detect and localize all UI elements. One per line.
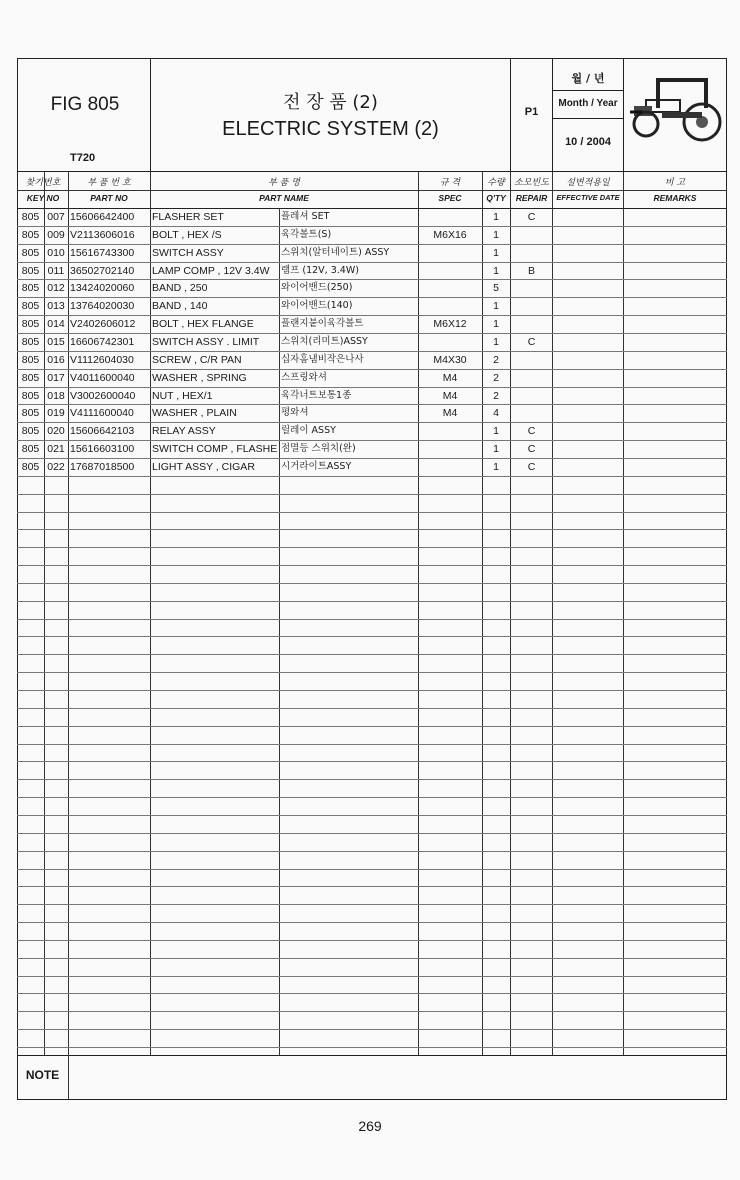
date-label-korean: 월 / 년 — [571, 72, 605, 85]
part-number-cell: 15616603100 — [70, 443, 135, 456]
part-name-en-cell: SCREW , C/R PAN — [152, 353, 242, 366]
part-number-cell: 17687018500 — [70, 460, 135, 473]
part-number-cell: V2402606012 — [70, 318, 136, 331]
repair-cell: C — [527, 211, 536, 223]
part-name-kr-cell: 플레셔 SET — [281, 211, 330, 222]
part-name-kr-cell: 평와셔 — [281, 407, 309, 419]
fig-cell: 805 — [21, 264, 40, 277]
qty-cell: 1 — [493, 228, 499, 241]
part-number-cell: V3002600040 — [70, 389, 136, 402]
fig-cell: 805 — [21, 353, 40, 366]
part-name-en-cell: LAMP COMP , 12V 3.4W — [152, 264, 270, 277]
col-repair-en: REPAIR — [515, 193, 548, 203]
key-cell: 014 — [47, 318, 65, 331]
part-name-en-cell: BAND , 250 — [152, 282, 208, 295]
part-name-kr-cell: 스프링와셔 — [281, 371, 327, 383]
part-name-en-cell: LIGHT ASSY , CIGAR — [152, 460, 255, 473]
qty-cell: 1 — [493, 300, 499, 313]
part-name-kr-cell: 육각볼트(S) — [281, 228, 332, 240]
key-cell: 007 — [47, 211, 65, 223]
fig-cell: 805 — [21, 246, 40, 259]
part-name-kr-cell: 십자홈냄비작은나사 — [281, 353, 364, 365]
title-english: ELECTRIC SYSTEM (2) — [222, 118, 439, 140]
part-number-cell: 15606642103 — [70, 425, 135, 438]
qty-cell: 1 — [493, 264, 499, 277]
key-cell: 010 — [47, 246, 65, 259]
qty-cell: 1 — [493, 318, 499, 331]
part-name-kr-cell: 와이어밴드(250) — [281, 282, 353, 294]
spec-cell: M4X30 — [433, 353, 467, 366]
part-name-kr-cell: 점멸등 스위치(완) — [281, 443, 356, 455]
part-name-kr-cell: 육각너트보통1종 — [281, 389, 352, 401]
col-date-kr: 설변적용일 — [566, 178, 610, 188]
fig-cell: 805 — [21, 318, 40, 331]
col-name-en: PART NAME — [259, 193, 309, 203]
key-cell: 019 — [47, 407, 65, 420]
part-name-en-cell: BOLT , HEX /S — [152, 228, 222, 241]
fig-cell: 805 — [21, 335, 40, 348]
spec-cell: M6X16 — [433, 228, 467, 241]
part-name-en-cell: WASHER , SPRING — [152, 371, 247, 384]
fig-cell: 805 — [21, 371, 40, 384]
part-number-cell: 13424020060 — [70, 282, 135, 295]
page-number: 269 — [358, 1118, 382, 1134]
qty-cell: 1 — [493, 246, 499, 259]
qty-cell: 1 — [493, 335, 499, 348]
qty-cell: 5 — [493, 282, 499, 295]
title-korean: 전 장 품 (2) — [283, 92, 378, 113]
col-remarks-kr: 비 고 — [664, 178, 686, 188]
spec-cell: M4 — [442, 389, 458, 402]
qty-cell: 2 — [493, 371, 499, 384]
key-cell: 011 — [47, 264, 65, 277]
fig-cell: 805 — [21, 228, 40, 241]
fig-cell: 805 — [21, 300, 40, 313]
col-remarks-en: REMARKS — [653, 193, 697, 203]
part-name-kr-cell: 스위치(알터네이트) ASSY — [281, 246, 390, 258]
part-number-cell: V2113606016 — [70, 228, 135, 241]
col-key-en: KEY NO — [26, 193, 60, 203]
qty-cell: 2 — [493, 389, 499, 402]
col-spec-kr: 규 격 — [439, 178, 461, 188]
fig-cell: 805 — [21, 460, 40, 473]
part-name-kr-cell: 플랜지붙이육각볼트 — [281, 318, 364, 330]
part-name-en-cell: SWITCH COMP , FLASHE — [152, 443, 278, 456]
key-cell: 016 — [47, 353, 65, 366]
repair-cell: C — [527, 425, 536, 438]
repair-cell: C — [527, 335, 536, 348]
col-key-kr: 찾기번호 — [25, 178, 61, 188]
date-label-english: Month / Year — [558, 98, 618, 109]
part-number-cell: 15616743300 — [70, 246, 135, 259]
part-name-kr-cell: 릴레이 ASSY — [281, 425, 336, 437]
col-repair-kr: 소모빈도 — [514, 178, 549, 188]
part-name-en-cell: SWITCH ASSY — [152, 246, 224, 259]
date-value: 10 / 2004 — [565, 136, 611, 148]
page-label: P1 — [524, 106, 539, 118]
repair-cell: C — [527, 443, 536, 456]
key-cell: 022 — [47, 460, 65, 473]
fig-number: FIG 805 — [50, 94, 120, 115]
key-cell: 009 — [47, 228, 65, 241]
qty-cell: 1 — [493, 460, 499, 473]
repair-cell: B — [527, 264, 535, 277]
note-label: NOTE — [25, 1068, 60, 1082]
part-name-en-cell: BOLT , HEX FLANGE — [152, 318, 254, 331]
qty-cell: 2 — [493, 353, 499, 366]
col-name-kr: 부 품 명 — [268, 178, 300, 188]
qty-cell: 4 — [493, 407, 499, 420]
part-name-en-cell: FLASHER SET — [152, 211, 224, 223]
fig-cell: 805 — [21, 211, 40, 223]
col-qty-kr: 수량 — [487, 178, 505, 188]
qty-cell: 1 — [493, 211, 499, 223]
part-number-cell: V4011600040 — [70, 371, 135, 384]
part-number-cell: V4111600040 — [70, 407, 134, 420]
part-name-en-cell: WASHER , PLAIN — [152, 407, 237, 420]
key-cell: 021 — [47, 443, 65, 456]
part-name-kr-cell: 램프 (12V, 3.4W) — [281, 264, 359, 276]
part-name-kr-cell: 와이어밴드(140) — [281, 300, 353, 312]
part-name-en-cell: RELAY ASSY — [152, 425, 216, 438]
key-cell: 015 — [47, 335, 65, 348]
col-part-en: PART NO — [90, 193, 128, 203]
key-cell: 013 — [47, 300, 65, 313]
fig-cell: 805 — [21, 282, 40, 295]
qty-cell: 1 — [493, 443, 499, 456]
part-name-en-cell: BAND , 140 — [152, 300, 208, 313]
col-spec-en: SPEC — [438, 193, 462, 203]
spec-cell: M6X12 — [433, 318, 467, 331]
qty-cell: 1 — [493, 425, 499, 438]
fig-cell: 805 — [21, 389, 40, 402]
spec-cell: M4 — [442, 407, 458, 420]
part-name-kr-cell: 시거라이트ASSY — [281, 460, 352, 472]
model-name: T720 — [70, 152, 96, 164]
part-name-kr-cell: 스위치(리미트)ASSY — [281, 335, 368, 347]
part-number-cell: 16606742301 — [70, 335, 135, 348]
title-box — [150, 58, 511, 172]
part-name-en-cell: SWITCH ASSY . LIMIT — [152, 335, 260, 348]
part-number-cell: 13764020030 — [70, 300, 135, 313]
col-date-en: EFFECTIVE DATE — [556, 193, 620, 202]
col-qty-en: Q'TY — [486, 193, 506, 203]
fig-cell: 805 — [21, 407, 40, 420]
key-cell: 018 — [47, 389, 65, 402]
fig-cell: 805 — [21, 443, 40, 456]
key-cell: 012 — [47, 282, 65, 295]
repair-cell: C — [527, 460, 536, 473]
key-cell: 017 — [47, 371, 65, 384]
part-number-cell: V1112604030 — [70, 353, 134, 366]
tractor-icon — [626, 72, 724, 156]
key-cell: 020 — [47, 425, 65, 438]
fig-cell: 805 — [21, 425, 40, 438]
part-number-cell: 15606642400 — [70, 211, 135, 223]
part-name-en-cell: NUT , HEX/1 — [152, 389, 213, 402]
col-part-kr: 부 품 번 호 — [87, 178, 131, 188]
part-number-cell: 36502702140 — [70, 264, 135, 277]
spec-cell: M4 — [442, 371, 458, 384]
